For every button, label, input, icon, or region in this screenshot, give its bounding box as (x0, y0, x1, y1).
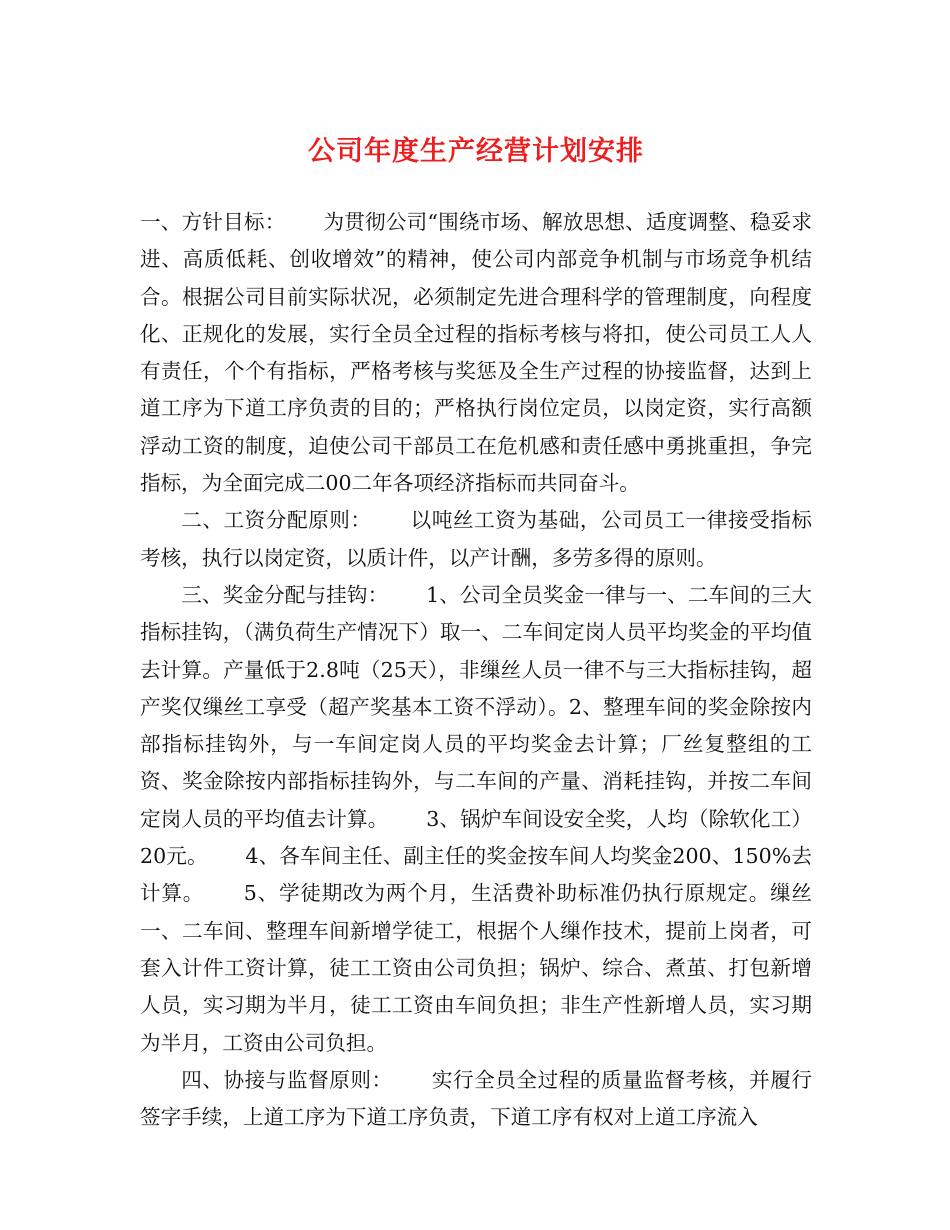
document-title: 公司年度生产经营计划安排 (308, 136, 644, 167)
paragraph-policy-goals: 一、方针目标： 为贯彻公司“围绕市场、解放思想、适度调整、稳妥求进、高质低耗、创收增效”的精神，使公司内部竞争机制与市场竞争机结合。根据公司目前实际状况，必须制定先进合理科学的管理制度，向程度化、正规化的发展，实行全员全过程的指标考核与将扣，使公司员工人人有责任，个个有指标，严格考核与奖惩及全生产过程的协接监督，达到上道工序为下道工序负责的目的；严格执行岗位定员，以岗定资，实行高额浮动工资的制度，迫使公司干部员工在危机感和责任感中勇挑重担，争完指标，为全面完成二00二年各项经济指标而共同奋斗。 (140, 210, 812, 496)
paragraph-wage-principles: 二、工资分配原则： 以吨丝工资为基础，公司员工一律接受指标考核，执行以岗定资，以质计件，以产计酬，多劳多得的原则。 (140, 508, 812, 570)
paragraph-supervision-principles: 四、协接与监督原则： 实行全员全过程的质量监督考核，并履行签字手续，上道工序为下道工序负责，下道工序有权对上道工序流入 (140, 1067, 812, 1130)
paragraph-bonus-allocation: 三、奖金分配与挂钩： 1、公司全员奖金一律与一、二车间的三大指标挂钩，（满负荷生产情况下）取一、二车间定岗人员平均奖金的平均值去计算。产量低于2.8吨（25天），非缫丝人员一律不与三大指标挂钩，超产奖仅缫丝工享受（超产奖基本工资不浮动）。2、整理车间的奖金除按内部指标挂钩外，与一车间定岗人员的平均奖金去计算；厂丝复整组的工资、奖金除按内部指标挂钩外，与二车间的产量、消耗挂钩，并按二车间定岗人员的平均值去计算。 3、锅炉车间设安全奖，人均（除软化工）20元。 4、各车间主任、副主任的奖金按车间人均奖金200、150%去计算。 5、学徒期改为两个月，生活费补助标准仍执行原规定。缫丝一、二车间、整理车间新增学徒工，根据个人缫作技术，提前上岗者，可套入计件工资计算，徒工工资由公司负担；锅炉、综合、煮茧、打包新增人员，实习期为半月，徒工工资由车间负担；非生产性新增人员，实习期为半月，工资由公司负担。 (140, 582, 812, 1055)
document-body (140, 204, 812, 1136)
